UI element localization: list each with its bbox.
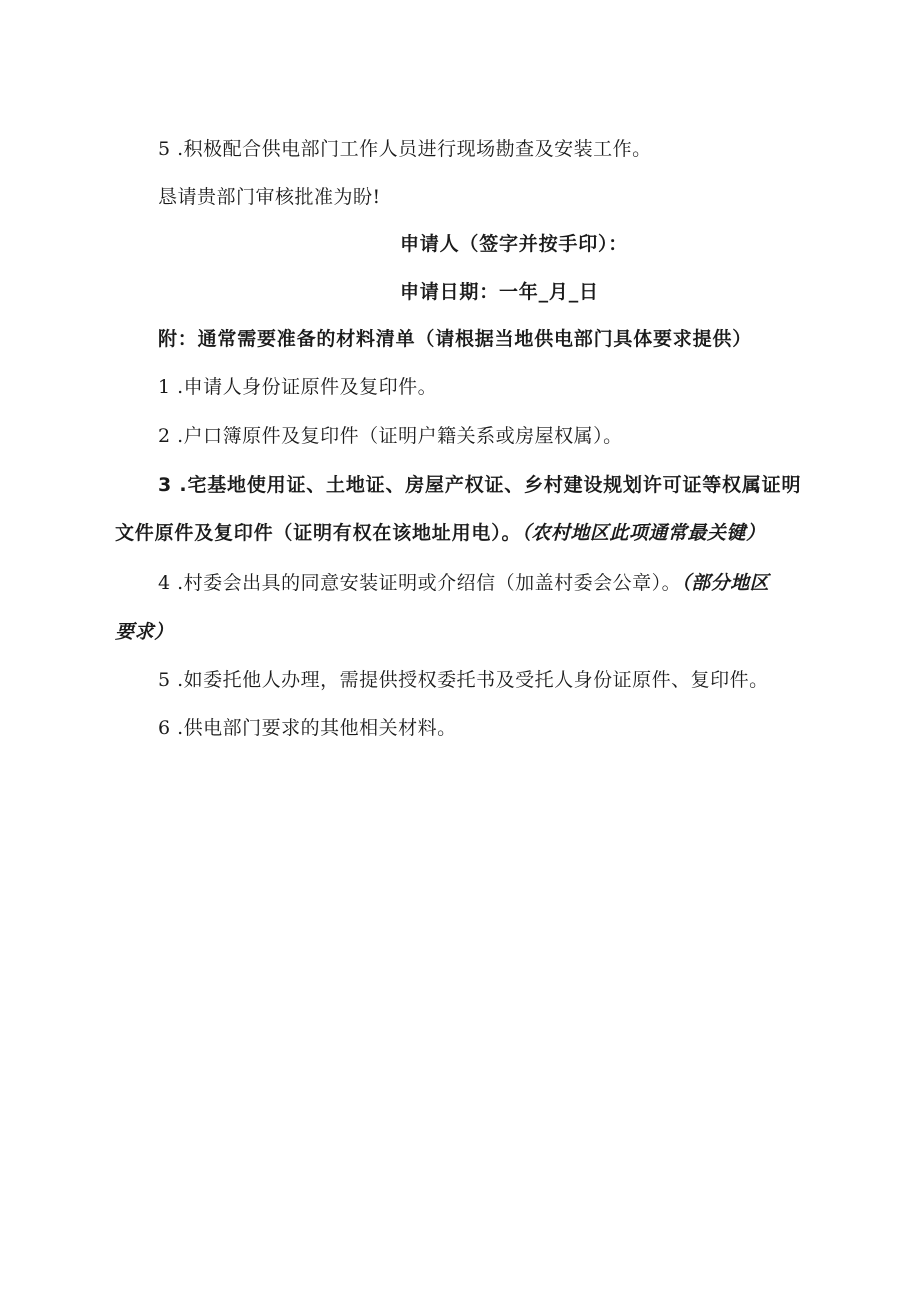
attachment-item-5: 5 .如委托他人办理，需提供授权委托书及受托人身份证原件、复印件。 <box>158 669 769 691</box>
attachment-item-4-line-1 <box>158 571 769 595</box>
applicant-signature-line: 申请人（签字并按手印）： <box>400 233 629 255</box>
attachment-item-4-note-part-2: 要求） <box>115 621 174 643</box>
attachment-item-3-note: （农村地区此项通常最关键） <box>521 522 766 544</box>
attachment-title: 附：通常需要准备的材料清单（请根据当地供电部门具体要求提供） <box>158 328 753 350</box>
application-date-line: 申请日期：一年_月_日 <box>400 281 599 303</box>
attachment-item-3-line-1: 3 .宅基地使用证、土地证、房屋产权证、乡村建设规划许可证等权属证明 <box>158 474 802 496</box>
closing-request: 恳请贵部门审核批准为盼! <box>158 186 381 208</box>
attachment-item-6: 6 .供电部门要求的其他相关材料。 <box>158 717 457 739</box>
attachment-item-1: 1 .申请人身份证原件及复印件。 <box>158 376 438 398</box>
intro-item-5: 5 .积极配合供电部门工作人员进行现场勘查及安装工作。 <box>158 138 652 160</box>
attachment-item-4-text: 4 .村委会出具的同意安装证明或介绍信（加盖村委会公章）。 <box>158 572 682 594</box>
attachment-item-3-line-2 <box>115 521 765 545</box>
attachment-item-2: 2 .户口簿原件及复印件（证明户籍关系或房屋权属）。 <box>158 425 623 447</box>
attachment-item-4-note-part-1: （部分地区 <box>681 572 770 594</box>
attachment-item-3-text: 文件原件及复印件（证明有权在该地址用电）。 <box>115 522 522 544</box>
